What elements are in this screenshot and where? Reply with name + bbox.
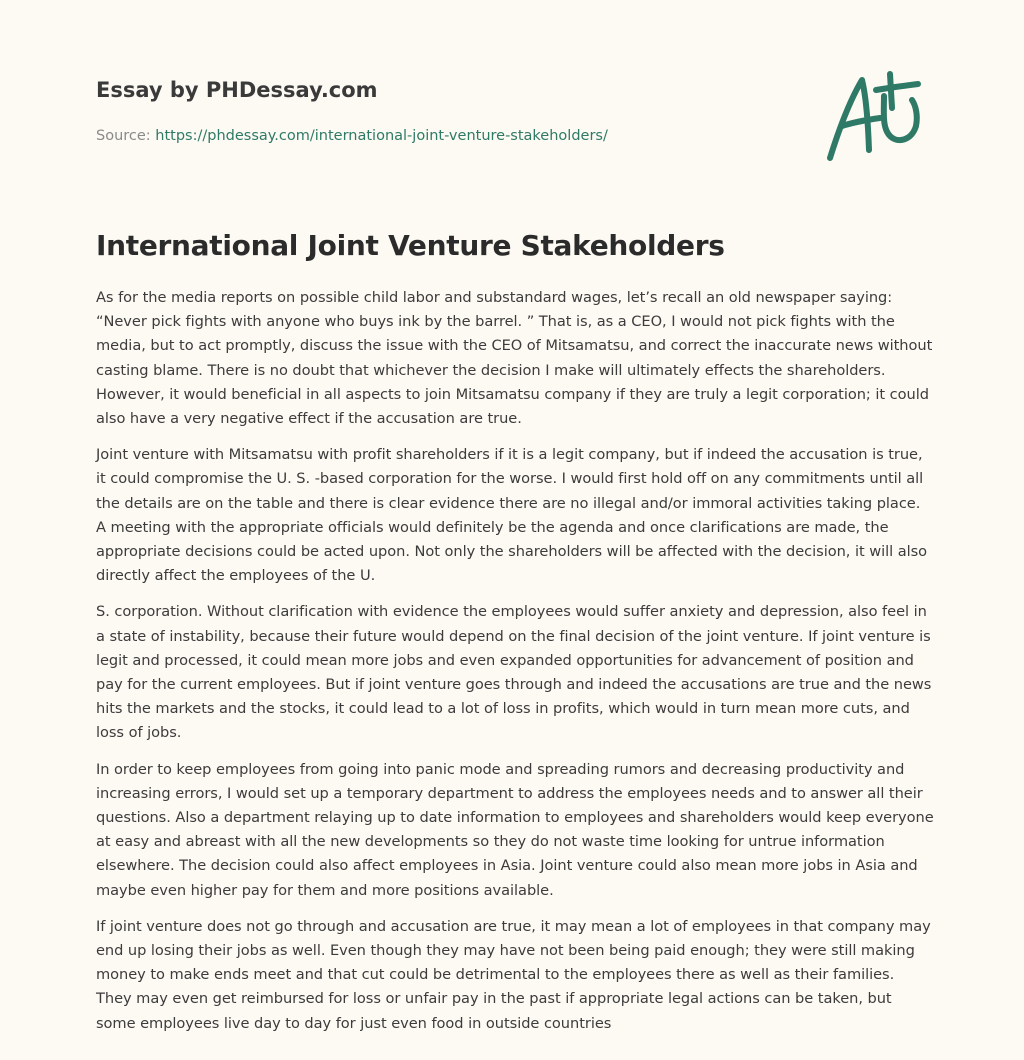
a-plus-logo-icon bbox=[822, 66, 932, 166]
page-header bbox=[96, 76, 796, 146]
essay-title: International Joint Venture Stakeholders bbox=[96, 229, 725, 262]
essay-paragraph: In order to keep employees from going into panic mode and spreading rumors and decreasing productivity and increasing errors, I would set up a temporary department to address the employees needs and to answer all their questions. Also a department relaying up to date information to employees and shareholders would keep everyone at easy and abreast with all the new developments so they do not waste time looking for untrue information elsewhere. The decision could also affect employees in Asia. Joint venture could also mean more jobs in Asia and maybe even higher pay for them and more positions available. bbox=[96, 760, 934, 899]
site-title: Essay by PHDessay.com bbox=[96, 78, 378, 102]
essay-paragraph: S. corporation. Without clarification with evidence the employees would suffer anxiety and depression, also feel in a state of instability, because their future would depend on the final decision of the joint venture. If joint venture is legit and processed, it could mean more jobs and even expanded opportunities for advancement of position and pay for the current employees. But if joint venture goes through and indeed the accusations are true and the news hits the markets and the stocks, it could lead to a lot of loss in profits, which would in turn mean more cuts, and loss of jobs. bbox=[96, 603, 932, 742]
essay-paragraph: Joint venture with Mitsamatsu with profit shareholders if it is a legit company, but if indeed the accusation is true, it could compromise the U. S. -based corporation for the worse. I would first hold off on any commitments until all the details are on the table and there is clear evidence there are no illegal and/or immoral activities taking place. A meeting with the appropriate officials would definitely be the agenda and once clarifications are made, the appropriate decisions could be acted upon. Not only the shareholders will be affected with the decision, it will also directly affect the employees of the U. bbox=[96, 446, 928, 585]
essay-body bbox=[96, 286, 934, 1048]
essay-paragraph: As for the media reports on possible child labor and substandard wages, let’s recall an old newspaper saying: “Never pick fights with anyone who buys ink by the barrel. ” That is, as a CEO, I would not pick fights with the media, but to act promptly, discuss the issue with the CEO of Mitsamatsu, and correct the inaccurate news without casting blame. There is no doubt that whichever the decision I make will ultimately effects the shareholders. However, it would beneficial in all aspects to join Mitsamatsu company if they are truly a legit corporation; it could also have a very negative effect if the accusation are true. bbox=[96, 289, 933, 428]
source-link[interactable]: https://phdessay.com/international-joint-venture-stakeholders/ bbox=[155, 128, 608, 144]
source-line bbox=[96, 126, 796, 146]
source-label: Source: bbox=[96, 128, 151, 144]
essay-paragraph: If joint venture does not go through and accusation are true, it may mean a lot of employees in that company may end up losing their jobs as well. Even though they may have not been being paid enough; they were still making money to make ends meet and that cut could be detrimental to the employees there as well as their families. They may even get reimbursed for loss or unfair pay in the past if appropriate legal actions can be taken, but some employees live day to day for just even food in outside countries bbox=[96, 917, 931, 1032]
